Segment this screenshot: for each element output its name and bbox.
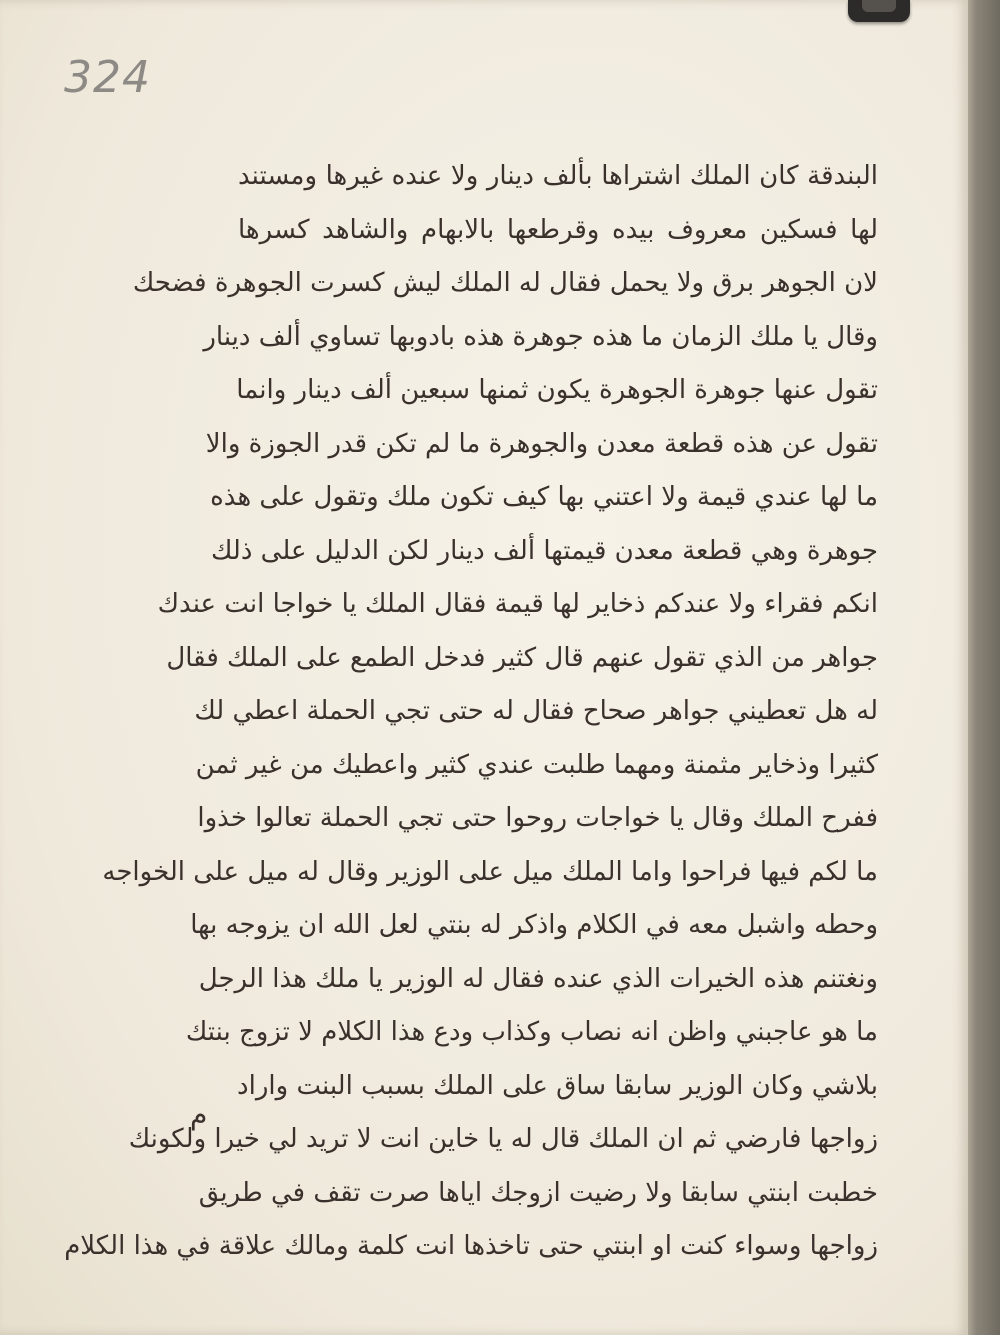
text-line: ما هو عاجبني واظن انه نصاب وكذاب ودع هذا الكلام لا تزوج بنتك [185, 1017, 878, 1047]
text-line: زواجها وسواء كنت او ابنتي حتى تاخذها انت كلمة ومالك علاقة في هذا الكلام [64, 1231, 878, 1261]
text-line: بلاشي وكان الوزير سابقا ساق على الملك بسبب البنت واراد [237, 1070, 878, 1101]
text-line: انكم فقراء ولا عندكم ذخاير لها قيمة فقال الملك يا خواجا انت عندك [157, 589, 878, 619]
text-line: ونغتنم هذه الخيرات الذي عنده فقال له الوزير يا ملك هذا الرجل [198, 963, 878, 994]
manuscript-text-block [64, 150, 878, 1274]
page-edge-shadow [964, 0, 1000, 1335]
text-line: له هل تعطيني جواهر صحاح فقال له حتى تجي الحملة اعطي لك [194, 696, 878, 726]
text-line: وحطه واشبل معه في الكلام واذكر له بنتي لعل الله ان يزوجه بها [190, 910, 878, 940]
text-line: تقول عن هذه قطعة معدن والجوهرة ما لم تكن قدر الجوزة والا [205, 428, 878, 459]
text-line: البندقة كان الملك اشتراها بألف دينار ولا عنده غيرها ومستند [238, 161, 878, 191]
folio-number: 324 [64, 52, 151, 103]
text-line: كثيرا وذخاير مثمنة ومهما طلبت عندي كثير واعطيك من غير ثمن [195, 749, 878, 780]
text-line: لها فسكين معروف بيده وقرطعها بالابهام والشاهد كسرها [238, 214, 878, 245]
text-line: زواجها فارضي ثم ان الملك قال له يا خاين انت لا تريد لي خيرا ولكونك [128, 1124, 878, 1154]
text-line: خطبت ابنتي سابقا ولا رضيت ازوجك اياها صرت تقف في طريق [198, 1177, 878, 1208]
text-line: ما لكم فيها فراحوا واما الملك ميل على الوزير وقال له ميل على الخواجه [102, 856, 878, 887]
text-line: تقول عنها جوهرة الجوهرة يكون ثمنها سبعين ألف دينار وانما [236, 375, 878, 405]
text-line: وقال يا ملك الزمان ما هذه جوهرة هذه بادوبها تساوي ألف دينار [203, 321, 878, 352]
binder-clip-inner [862, 0, 896, 12]
text-line: ففرح الملك وقال يا خواجات روحوا حتى تجي الحملة تعالوا خذوا [197, 803, 878, 833]
catchword: م [190, 1098, 208, 1131]
text-line: جواهر من الذي تقول عنهم قال كثير فدخل الطمع على الملك فقال [166, 642, 878, 673]
text-line: جوهرة وهي قطعة معدن قيمتها ألف دينار لكن الدليل على ذلك [211, 535, 878, 566]
text-line: ما لها عندي قيمة ولا اعتني بها كيف تكون ملك وتقول على هذه [210, 482, 878, 512]
text-line: لان الجوهر برق ولا يحمل فقال له الملك ليش كسرت الجوهرة فضحك [132, 268, 878, 298]
